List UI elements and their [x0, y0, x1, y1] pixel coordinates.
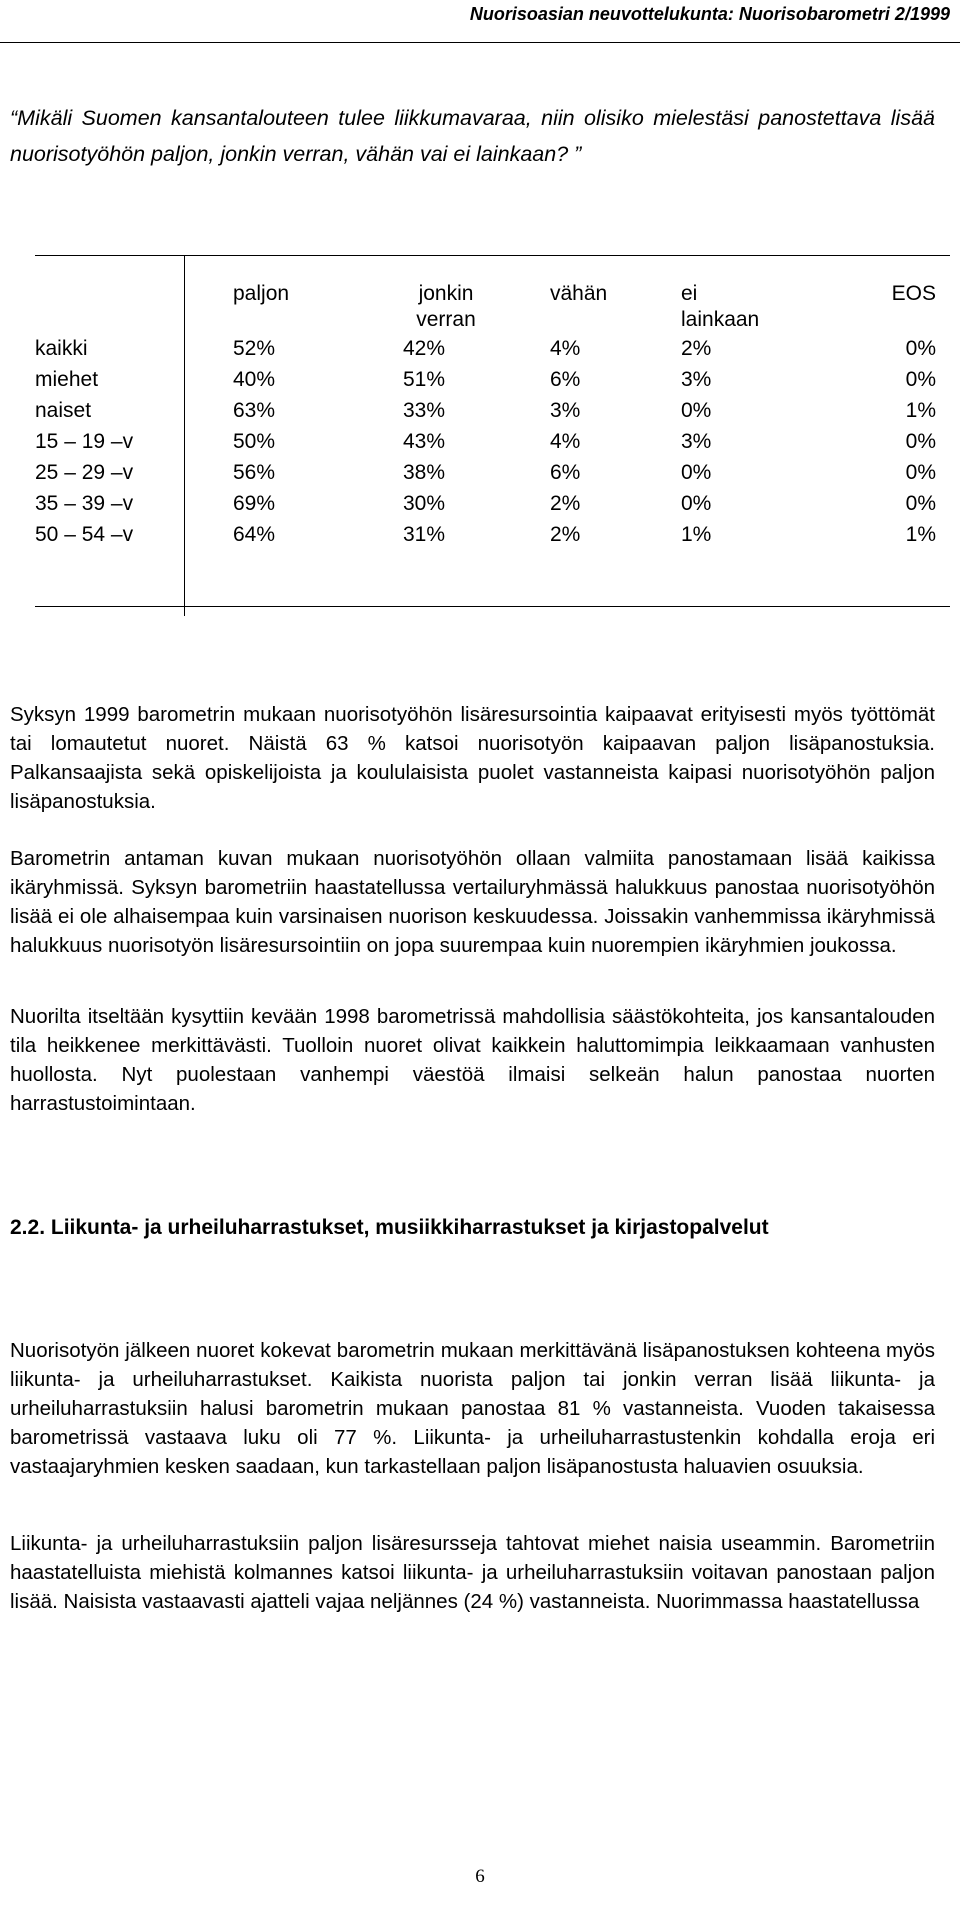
column-header-ei-lainkaan [681, 281, 816, 337]
table-cell: 4% [550, 430, 581, 453]
table-row [35, 492, 936, 523]
table-cell: 38% [403, 461, 446, 484]
paragraph-5-text: Liikunta- ja urheiluharrastuksiin paljon lisäresursseja tahtovat miehet naisia useammin. Barometriin haastatelluista miehistä kolmannes katsoi liikunta- ja urheiluharrastuksiin voitavan panostaan paljon lisää. Naisista vastaavasti ajatteli vajaa neljännes (24 %) vastanneista. Nuorimmassa haastatellussa [10, 1532, 935, 1613]
table-cell: 0% [905, 430, 936, 453]
table-cell: 0% [905, 368, 936, 391]
survey-question: “Mikäli Suomen kansantalouteen tulee liikkumavaraa, niin olisiko mielestäsi panostettava lisää nuorisotyöhön paljon, jonkin verran, vähän vai ei lainkaan? ” [10, 106, 935, 166]
table-row [35, 337, 936, 368]
table-cell: 3% [681, 368, 712, 391]
table-cell: 3% [550, 399, 581, 422]
running-header: Nuorisoasian neuvottelukunta: Nuorisobarometri 2/1999 [469, 4, 950, 24]
table-cell: 1% [905, 523, 936, 546]
table-cell: 33% [403, 399, 446, 422]
paragraph-3 [10, 1002, 935, 1118]
column-header-ei-lainkaan-label: ei lainkaan [681, 282, 760, 331]
table-cell: 3% [681, 430, 712, 453]
table-cell: 63% [233, 399, 276, 422]
table-cell: 6% [550, 461, 581, 484]
row-label: miehet [35, 368, 99, 391]
paragraph-4 [10, 1336, 935, 1481]
table-cell: 42% [403, 337, 446, 360]
table-cell: 40% [233, 368, 276, 391]
table-row [35, 368, 936, 399]
table-row [35, 430, 936, 461]
table-cell: 0% [905, 337, 936, 360]
row-label: naiset [35, 399, 92, 422]
table-cell: 0% [905, 461, 936, 484]
results-table [35, 281, 936, 554]
section-heading: 2.2. Liikunta- ja urheiluharrastukset, musiikkiharrastukset ja kirjastopalvelut [10, 1216, 769, 1239]
page-number: 6 [475, 1866, 485, 1887]
row-label-header [35, 281, 233, 337]
table-cell: 0% [681, 461, 712, 484]
results-table-frame [35, 255, 955, 616]
table-bottom-rule [35, 606, 950, 607]
table-cell: 50% [233, 430, 276, 453]
row-label: 35 – 39 –v [35, 492, 134, 515]
row-label: kaikki [35, 337, 88, 360]
row-label: 25 – 29 –v [35, 461, 134, 484]
table-header-row [35, 281, 936, 337]
question-text: Mikäli Suomen kansantalouteen tulee liikkumavaraa, niin olisiko mielestäsi panostettava lisää nuorisotyöhön paljon, jonkin verran, vähän vai ei lainkaan? [10, 106, 935, 166]
table-cell: 43% [403, 430, 446, 453]
table-cell: 0% [681, 492, 712, 515]
table-cell: 31% [403, 523, 446, 546]
column-header-vahan: vähän [550, 282, 608, 305]
paragraph-3-text: Nuorilta itseltään kysyttiin kevään 1998 barometrissä mahdollisia säästökohteita, jos kansantalouden tila heikkenee merkittävästi. Tuolloin nuoret olivat kaikkein haluttomimpia leikkaamaan vanhusten huollosta. Nyt puolestaan vanhempi väestöä ilmaisi selkeän halun panostaa nuorten harrastustoimintaan. [10, 1005, 935, 1115]
table-row [35, 523, 936, 554]
column-header-jonkin-verran-label: jonkin verran [416, 282, 476, 331]
table-cell: 51% [403, 368, 446, 391]
table-cell: 56% [233, 461, 276, 484]
table-cell: 52% [233, 337, 276, 360]
column-header-eos: EOS [891, 282, 936, 305]
table-cell: 30% [403, 492, 446, 515]
table-cell: 1% [905, 399, 936, 422]
table-cell: 1% [681, 523, 712, 546]
row-label: 50 – 54 –v [35, 523, 134, 546]
table-cell: 6% [550, 368, 581, 391]
paragraph-2 [10, 844, 935, 960]
column-header-jonkin-verran [403, 281, 550, 337]
table-cell: 2% [681, 337, 712, 360]
table-cell: 0% [681, 399, 712, 422]
table-cell: 4% [550, 337, 581, 360]
paragraph-1-text: Syksyn 1999 barometrin mukaan nuorisotyöhön lisäresursointia kaipaavat erityisesti myös työttömät tai lomautetut nuoret. Näistä 63 % katsoi nuorisotyön kaipaavan paljon lisäpanostuksia. Palkansaajista sekä opiskelijoista ja koululaisista puolet vastanneista kaipasi nuorisotyöhön paljon lisäpanostuksia. [10, 703, 935, 813]
paragraph-2-text: Barometrin antaman kuvan mukaan nuorisotyöhön ollaan valmiita panostamaan lisää kaikissa ikäryhmissä. Syksyn barometriin haastatellussa vertailuryhmässä halukkuus panostaa nuorisotyöhön lisää ei ole alhaisempaa kuin varsinaisen nuorison keskuudessa. Joissakin vanhemmissa ikäryhmissä halukkuus nuorisotyön lisäresursointiin on jopa suurempaa kuin nuorempien ikäryhmien joukossa. [10, 847, 935, 957]
table-row [35, 399, 936, 430]
column-header-paljon: paljon [233, 282, 290, 305]
table-top-rule [35, 255, 950, 256]
row-label: 15 – 19 –v [35, 430, 134, 453]
table-cell: 2% [550, 492, 581, 515]
paragraph-1 [10, 700, 935, 816]
table-cell: 2% [550, 523, 581, 546]
paragraph-5 [10, 1529, 935, 1616]
table-row [35, 461, 936, 492]
table-cell: 0% [905, 492, 936, 515]
table-cell: 64% [233, 523, 276, 546]
table-cell: 69% [233, 492, 276, 515]
paragraph-4-text: Nuorisotyön jälkeen nuoret kokevat barometrin mukaan merkittävänä lisäpanostuksen kohteena myös liikunta- ja urheiluharrastukset. Kaikista nuorista paljon tai jonkin verran lisää liikunta- ja urheiluharrastuksiin halusi barometrin mukaan panostaa 81 % vastanneista. Vuoden takaisessa barometrissä vastaava luku oli 77 %. Liikunta- ja urheiluharrastustenkin kohdalla eroja eri vastaajaryhmien kesken saadaan, kun tarkastellaan paljon lisäpanostusta haluavien osuuksia. [10, 1339, 935, 1478]
